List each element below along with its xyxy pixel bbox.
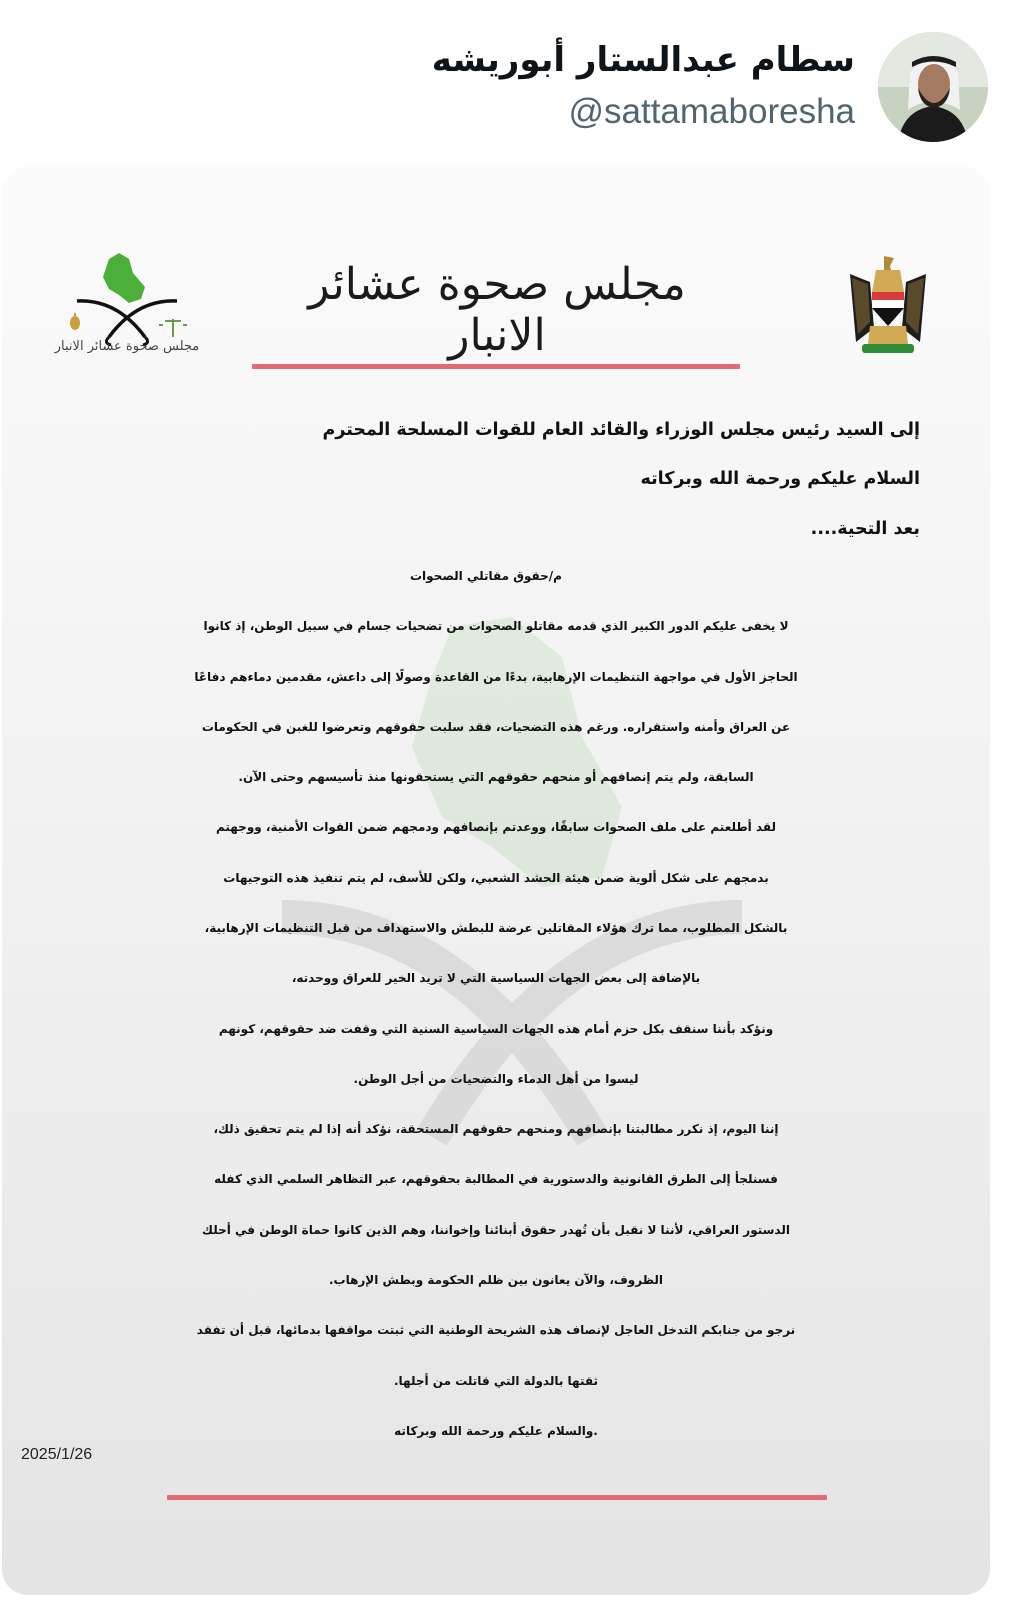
display-name[interactable]: سطام عبدالستار أبوريشه xyxy=(431,40,855,80)
body-line: الظروف، والآن يعانون بين ظلم الحكومة وبطش الإرهاب. xyxy=(328,1273,664,1287)
body-line: نرجو من جنابكم التدخل العاجل لإنصاف هذه الشريحة الوطنية التي ثبتت مواقفها بدمائها، قبل أن تفقد xyxy=(196,1323,796,1337)
profile-photo-icon xyxy=(878,32,988,142)
letter-image[interactable] xyxy=(2,167,990,1595)
body-line: الحاجز الأول في مواجهة التنظيمات الإرهابية، بدءًا من القاعدة وصولًا إلى داعش، مقدمين دماءهم دفاعًا xyxy=(194,670,798,684)
logo-caption: مجلس صحوة عشائر الانبار xyxy=(54,339,200,354)
body-line: إننا اليوم، إذ نكرر مطالبتنا بإنصافهم ومنحهم حقوقهم المستحقة، نؤكد أنه إذا لم يتم تحقيق ذلك، xyxy=(213,1122,779,1136)
letter-closing: .والسلام عليكم ورحمة الله وبركاته xyxy=(394,1424,598,1438)
body-line: ثقتها بالدولة التي قاتلت من أجلها. xyxy=(393,1374,599,1388)
user-handle[interactable]: @sattamaboresha xyxy=(568,92,855,131)
body-line: فسنلجأ إلى الطرق القانونية والدستورية في المطالبة بحقوقهم، عبر التظاهر السلمي الذي كفله xyxy=(214,1172,778,1186)
body-line: السابقة، ولم يتم إنصافهم أو منحهم حقوقهم التي يستحقونها منذ تأسيسهم وحتى الآن. xyxy=(238,770,754,784)
body-line: بدمجهم على شكل ألوية ضمن هيئة الحشد الشعبي، ولكن للأسف، لم يتم تنفيذ هذه التوجيهات xyxy=(223,871,769,885)
iraq-eagle-emblem-icon xyxy=(848,252,928,360)
letter-addressee: إلى السيد رئيس مجلس الوزراء والقائد العام للقوات المسلحة المحترم xyxy=(322,420,920,440)
avatar[interactable] xyxy=(878,32,988,142)
body-line: بالشكل المطلوب، مما ترك هؤلاء المقاتلين عرضة للبطش والاستهداف من قبل التنظيمات الإرهابية، xyxy=(204,921,788,935)
letter-subject: م/حقوق مقاتلي الصحوات xyxy=(410,569,562,583)
body-line: الدستور العراقي، لأننا لا نقبل بأن تُهدر حقوق أبنائنا وإخواننا، وهم الذين كانوا حماة الوطن في أحلك xyxy=(202,1223,790,1237)
organization-title: مجلس صحوة عشائر الانبار xyxy=(308,259,686,361)
watermark-logo-icon xyxy=(262,617,762,1177)
body-line: ونؤكد بأننا سنقف بكل حزم أمام هذه الجهات السياسية السنية التي وقفت ضد حقوقهم، كونهم xyxy=(218,1022,774,1036)
body-line: عن العراق وأمنه واستقراره. ورغم هذه التضحيات، فقد سلبت حقوقهم وتعرضوا للغبن في الحكومات xyxy=(201,720,791,734)
body-line: بالإضافة إلى بعض الجهات السياسية التي لا تريد الخير للعراق ووحدته، xyxy=(291,971,701,985)
footer-divider xyxy=(167,1495,827,1500)
body-line: لقد أطلعتم على ملف الصحوات سابقًا، ووعدتم بإنصافهم ودمجهم ضمن القوات الأمنية، ووجهتم xyxy=(215,820,777,834)
header-divider xyxy=(252,364,740,369)
tweet-header xyxy=(0,0,1010,160)
letter-greeting: السلام عليكم ورحمة الله وبركاته xyxy=(640,469,920,489)
body-line: لا يخفى عليكم الدور الكبير الذي قدمه مقاتلو الصحوات من تضحيات جسام في سبيل الوطن، إذ كانوا xyxy=(203,619,789,633)
body-line: ليسوا من أهل الدماء والتضحيات من أجل الوطن. xyxy=(353,1072,639,1086)
letter-date: 2025/1/26 xyxy=(21,1446,93,1463)
after-greeting: بعد التحية.... xyxy=(810,519,920,539)
